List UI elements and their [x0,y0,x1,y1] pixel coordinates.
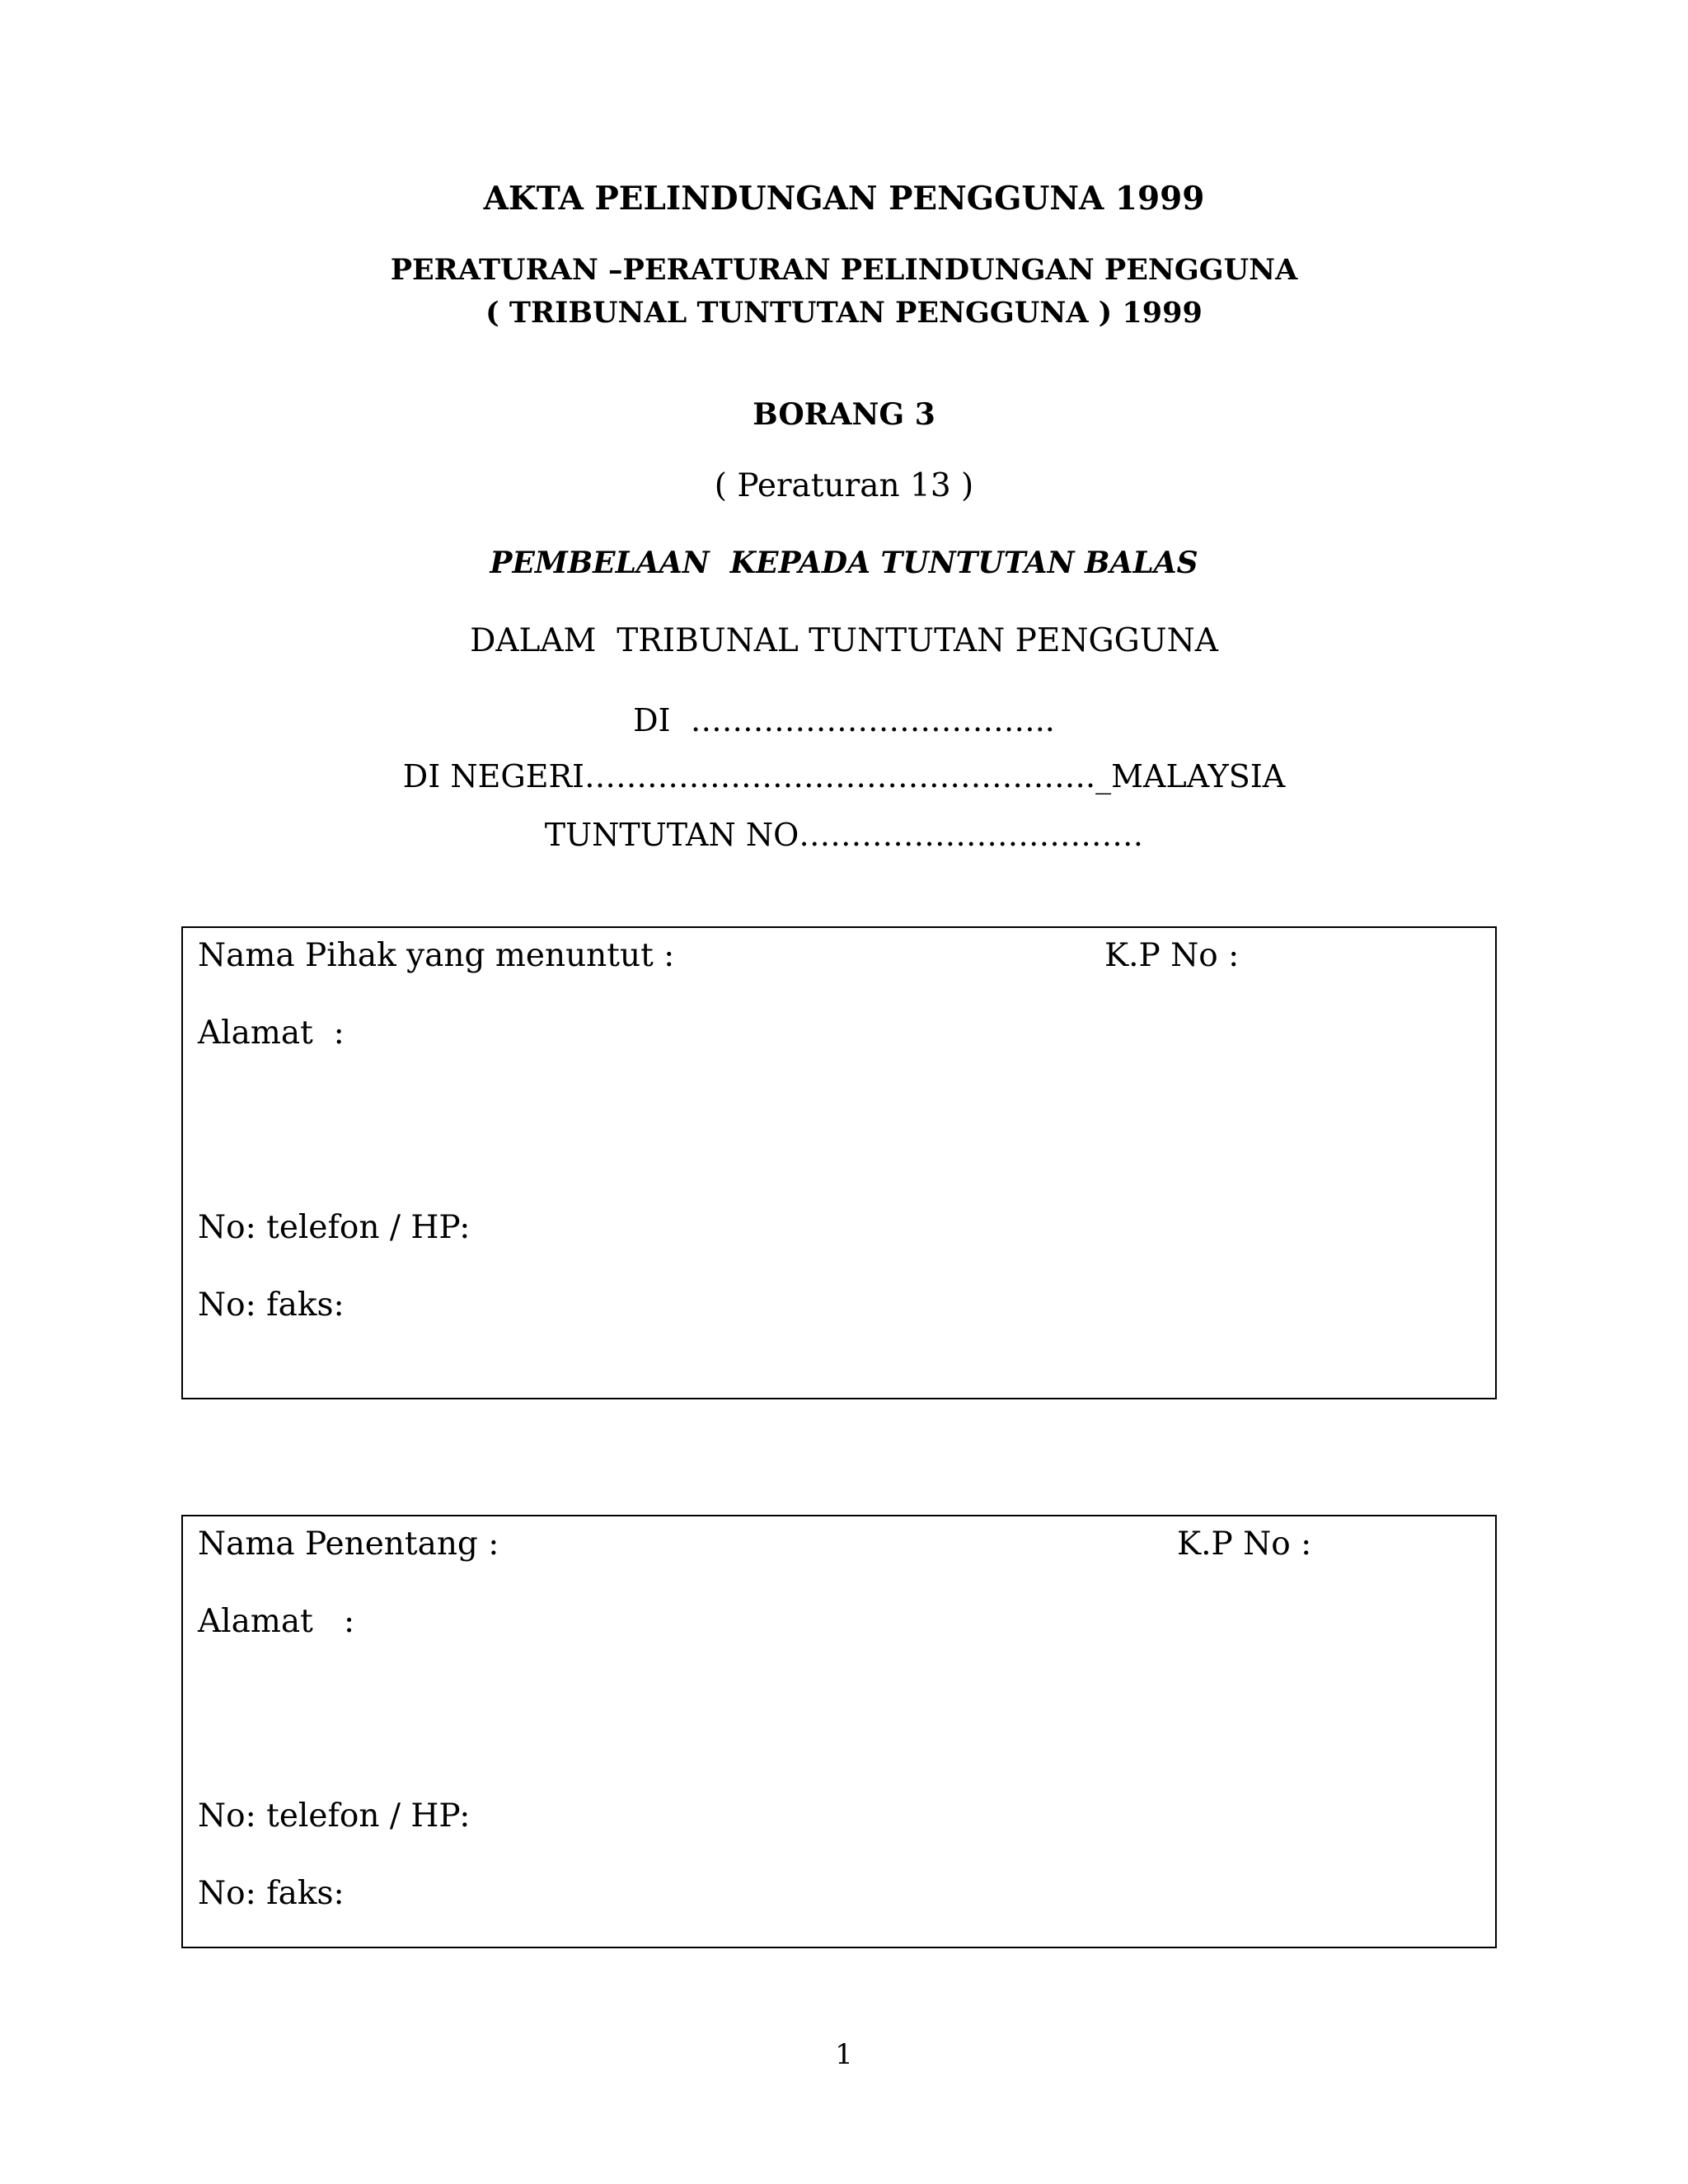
regulation-title-line2: ( TRIBUNAL TUNTUTAN PENGGUNA ) 1999 [485,296,1203,330]
claimant-ic-label: K.P No : [1104,937,1240,974]
regulation-reference: ( Peraturan 13 ) [714,467,974,504]
respondent-name-label: Nama Penentang : [198,1526,499,1563]
location-line: DI …………………………….. [633,702,1055,738]
claimant-fax-label: No: faks: [198,1286,345,1324]
form-number: BORANG 3 [753,397,935,432]
state-line: DI NEGERI…………………………………………._MALAYSIA [402,758,1286,794]
claimant-details-box [181,926,1497,1399]
respondent-details-box [181,1515,1497,1948]
respondent-phone-label: No: telefon / HP: [198,1797,471,1835]
claimant-address-label: Alamat : [198,1015,345,1052]
claimant-name-label: Nama Pihak yang menuntut : [198,937,675,974]
tribunal-line: DALAM TRIBUNAL TUNTUTAN PENGGUNA [470,622,1218,659]
act-title: AKTA PELINDUNGAN PENGGUNA 1999 [483,180,1205,218]
regulation-title-line1: PERATURAN –PERATURAN PELINDUNGAN PENGGUNA [390,253,1298,287]
respondent-fax-label: No: faks: [198,1875,345,1912]
respondent-ic-label: K.P No : [1177,1526,1312,1563]
form-title: PEMBELAAN KEPADA TUNTUTAN BALAS [490,546,1198,580]
respondent-address-label: Alamat : [198,1603,355,1640]
claimant-phone-label: No: telefon / HP: [198,1209,471,1246]
page-number: 1 [835,2038,853,2071]
claim-number-line: TUNTUTAN NO…………………………… [544,817,1144,853]
